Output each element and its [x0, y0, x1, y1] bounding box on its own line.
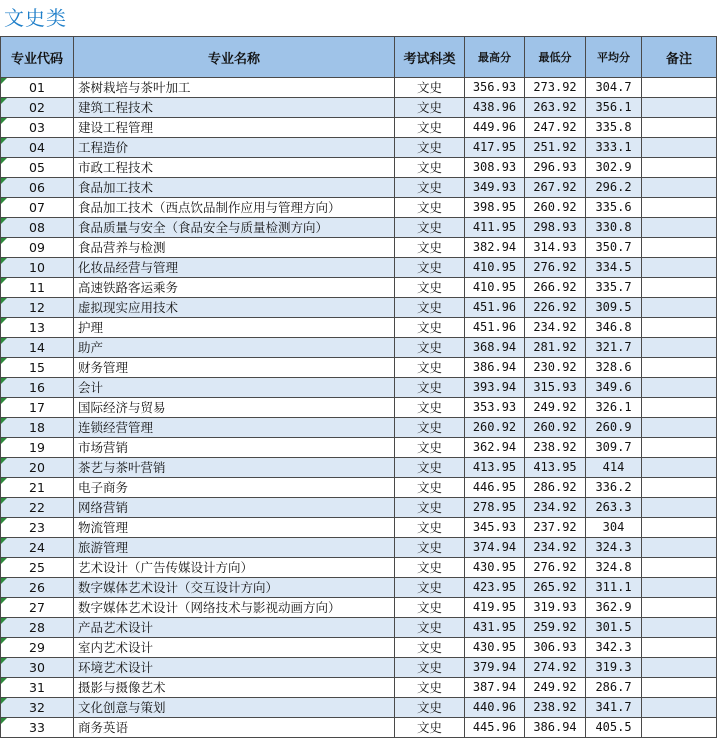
cell-code[interactable]: 23: [1, 518, 74, 538]
table-row: [1, 238, 717, 258]
cell-major-name[interactable]: 会计: [74, 378, 395, 398]
cell-major-name[interactable]: 市场营销: [74, 438, 395, 458]
cell-max-score[interactable]: 413.95: [465, 458, 525, 478]
cell-subject[interactable]: 文史: [395, 458, 465, 478]
cell-min-score[interactable]: 263.92: [525, 98, 586, 118]
cell-code[interactable]: 26: [1, 578, 74, 598]
cell-avg-score[interactable]: 324.3: [586, 538, 642, 558]
cell-subject[interactable]: 文史: [395, 578, 465, 598]
cell-min-score[interactable]: 386.94: [525, 718, 586, 738]
cell-remark[interactable]: [642, 398, 717, 418]
table-row: [1, 178, 717, 198]
cell-avg-score[interactable]: 414: [586, 458, 642, 478]
cell-max-score[interactable]: 260.92: [465, 418, 525, 438]
cell-code[interactable]: 04: [1, 138, 74, 158]
cell-max-score[interactable]: 393.94: [465, 378, 525, 398]
cell-avg-score[interactable]: 260.9: [586, 418, 642, 438]
cell-max-score[interactable]: 423.95: [465, 578, 525, 598]
cell-code[interactable]: 22: [1, 498, 74, 518]
cell-min-score[interactable]: 286.92: [525, 478, 586, 498]
cell-max-score[interactable]: 345.93: [465, 518, 525, 538]
cell-remark[interactable]: [642, 118, 717, 138]
cell-remark[interactable]: [642, 718, 717, 738]
cell-max-score[interactable]: 445.96: [465, 718, 525, 738]
cell-avg-score[interactable]: 301.5: [586, 618, 642, 638]
cell-major-name[interactable]: 摄影与摄像艺术: [74, 678, 395, 698]
cell-max-score[interactable]: 438.96: [465, 98, 525, 118]
cell-subject[interactable]: 文史: [395, 98, 465, 118]
cell-min-score[interactable]: 281.92: [525, 338, 586, 358]
table-body: [1, 78, 717, 738]
table-row: [1, 98, 717, 118]
cell-major-name[interactable]: 建筑工程技术: [74, 98, 395, 118]
cell-avg-score[interactable]: 296.2: [586, 178, 642, 198]
cell-avg-score[interactable]: 324.8: [586, 558, 642, 578]
cell-max-score[interactable]: 308.93: [465, 158, 525, 178]
cell-major-name[interactable]: 助产: [74, 338, 395, 358]
table-row: [1, 558, 717, 578]
cell-major-name[interactable]: 数字媒体艺术设计（网络技术与影视动画方向）: [74, 598, 395, 618]
cell-max-score[interactable]: 440.96: [465, 698, 525, 718]
cell-subject[interactable]: 文史: [395, 558, 465, 578]
cell-avg-score[interactable]: 319.3: [586, 658, 642, 678]
cell-min-score[interactable]: 260.92: [525, 198, 586, 218]
cell-subject[interactable]: 文史: [395, 618, 465, 638]
cell-code[interactable]: 20: [1, 458, 74, 478]
cell-avg-score[interactable]: 309.5: [586, 298, 642, 318]
table-row: [1, 678, 717, 698]
cell-avg-score[interactable]: 304: [586, 518, 642, 538]
table-row: [1, 398, 717, 418]
cell-subject[interactable]: 文史: [395, 478, 465, 498]
cell-subject[interactable]: 文史: [395, 438, 465, 458]
table-row: [1, 418, 717, 438]
header-avg[interactable]: 平均分: [586, 37, 642, 78]
cell-min-score[interactable]: 273.92: [525, 78, 586, 98]
cell-remark[interactable]: [642, 378, 717, 398]
cell-code[interactable]: 07: [1, 198, 74, 218]
cell-avg-score[interactable]: 286.7: [586, 678, 642, 698]
cell-max-score[interactable]: 349.93: [465, 178, 525, 198]
cell-subject[interactable]: 文史: [395, 238, 465, 258]
cell-subject[interactable]: 文史: [395, 538, 465, 558]
cell-min-score[interactable]: 266.92: [525, 278, 586, 298]
cell-avg-score[interactable]: 350.7: [586, 238, 642, 258]
cell-min-score[interactable]: 260.92: [525, 418, 586, 438]
cell-avg-score[interactable]: 342.3: [586, 638, 642, 658]
cell-max-score[interactable]: 398.95: [465, 198, 525, 218]
cell-min-score[interactable]: 238.92: [525, 438, 586, 458]
cell-avg-score[interactable]: 356.1: [586, 98, 642, 118]
cell-min-score[interactable]: 274.92: [525, 658, 586, 678]
cell-code[interactable]: 33: [1, 718, 74, 738]
cell-max-score[interactable]: 430.95: [465, 558, 525, 578]
table-row: [1, 158, 717, 178]
cell-subject[interactable]: 文史: [395, 138, 465, 158]
cell-min-score[interactable]: 230.92: [525, 358, 586, 378]
cell-remark[interactable]: [642, 418, 717, 438]
cell-major-name[interactable]: 电子商务: [74, 478, 395, 498]
cell-remark[interactable]: [642, 218, 717, 238]
cell-code[interactable]: 27: [1, 598, 74, 618]
cell-major-name[interactable]: 高速铁路客运乘务: [74, 278, 395, 298]
table-row: [1, 118, 717, 138]
cell-avg-score[interactable]: 362.9: [586, 598, 642, 618]
cell-subject[interactable]: 文史: [395, 398, 465, 418]
cell-max-score[interactable]: 430.95: [465, 638, 525, 658]
cell-code[interactable]: 09: [1, 238, 74, 258]
cell-major-name[interactable]: 市政工程技术: [74, 158, 395, 178]
table-row: [1, 438, 717, 458]
cell-subject[interactable]: 文史: [395, 178, 465, 198]
cell-remark[interactable]: [642, 258, 717, 278]
cell-major-name[interactable]: 文化创意与策划: [74, 698, 395, 718]
cell-avg-score[interactable]: 349.6: [586, 378, 642, 398]
cell-major-name[interactable]: 虚拟现实应用技术: [74, 298, 395, 318]
cell-subject[interactable]: 文史: [395, 638, 465, 658]
cell-min-score[interactable]: 247.92: [525, 118, 586, 138]
cell-avg-score[interactable]: 336.2: [586, 478, 642, 498]
cell-min-score[interactable]: 276.92: [525, 258, 586, 278]
cell-subject[interactable]: 文史: [395, 198, 465, 218]
cell-max-score[interactable]: 387.94: [465, 678, 525, 698]
cell-code[interactable]: 19: [1, 438, 74, 458]
cell-subject[interactable]: 文史: [395, 258, 465, 278]
cell-subject[interactable]: 文史: [395, 358, 465, 378]
cell-remark[interactable]: [642, 498, 717, 518]
table-row: [1, 278, 717, 298]
cell-code[interactable]: 02: [1, 98, 74, 118]
cell-subject[interactable]: 文史: [395, 718, 465, 738]
cell-min-score[interactable]: 259.92: [525, 618, 586, 638]
table-row: [1, 718, 717, 738]
cell-major-name[interactable]: 茶树栽培与茶叶加工: [74, 78, 395, 98]
cell-code[interactable]: 16: [1, 378, 74, 398]
table-row: [1, 618, 717, 638]
cell-major-name[interactable]: 工程造价: [74, 138, 395, 158]
cell-subject[interactable]: 文史: [395, 498, 465, 518]
cell-subject[interactable]: 文史: [395, 298, 465, 318]
table-row: [1, 578, 717, 598]
table-row: [1, 298, 717, 318]
table-row: [1, 478, 717, 498]
cell-code[interactable]: 14: [1, 338, 74, 358]
cell-subject[interactable]: 文史: [395, 78, 465, 98]
cell-min-score[interactable]: 237.92: [525, 518, 586, 538]
cell-min-score[interactable]: 234.92: [525, 538, 586, 558]
cell-avg-score[interactable]: 302.9: [586, 158, 642, 178]
cell-min-score[interactable]: 314.93: [525, 238, 586, 258]
cell-min-score[interactable]: 296.93: [525, 158, 586, 178]
cell-max-score[interactable]: 449.96: [465, 118, 525, 138]
cell-code[interactable]: 05: [1, 158, 74, 178]
cell-max-score[interactable]: 417.95: [465, 138, 525, 158]
cell-subject[interactable]: 文史: [395, 158, 465, 178]
cell-min-score[interactable]: 267.92: [525, 178, 586, 198]
cell-major-name[interactable]: 财务管理: [74, 358, 395, 378]
cell-max-score[interactable]: 410.95: [465, 258, 525, 278]
cell-code[interactable]: 10: [1, 258, 74, 278]
cell-min-score[interactable]: 249.92: [525, 398, 586, 418]
cell-major-name[interactable]: 室内艺术设计: [74, 638, 395, 658]
cell-code[interactable]: 31: [1, 678, 74, 698]
cell-major-name[interactable]: 数字媒体艺术设计（交互设计方向）: [74, 578, 395, 598]
cell-code[interactable]: 03: [1, 118, 74, 138]
cell-remark[interactable]: [642, 138, 717, 158]
cell-max-score[interactable]: 353.93: [465, 398, 525, 418]
cell-code[interactable]: 15: [1, 358, 74, 378]
cell-max-score[interactable]: 446.95: [465, 478, 525, 498]
cell-avg-score[interactable]: 311.1: [586, 578, 642, 598]
cell-major-name[interactable]: 建设工程管理: [74, 118, 395, 138]
cell-min-score[interactable]: 234.92: [525, 498, 586, 518]
cell-major-name[interactable]: 护理: [74, 318, 395, 338]
cell-remark[interactable]: [642, 678, 717, 698]
cell-min-score[interactable]: 238.92: [525, 698, 586, 718]
cell-avg-score[interactable]: 263.3: [586, 498, 642, 518]
cell-code[interactable]: 12: [1, 298, 74, 318]
cell-avg-score[interactable]: 328.6: [586, 358, 642, 378]
cell-remark[interactable]: [642, 318, 717, 338]
cell-remark[interactable]: [642, 98, 717, 118]
cell-avg-score[interactable]: 334.5: [586, 258, 642, 278]
cell-remark[interactable]: [642, 298, 717, 318]
table-row: [1, 498, 717, 518]
cell-major-name[interactable]: 茶艺与茶叶营销: [74, 458, 395, 478]
cell-subject[interactable]: 文史: [395, 698, 465, 718]
header-subject[interactable]: 考试科类: [395, 37, 465, 78]
sheet-title: 文史类: [4, 6, 67, 30]
cell-subject[interactable]: 文史: [395, 378, 465, 398]
cell-remark[interactable]: [642, 158, 717, 178]
header-row: [1, 37, 717, 78]
cell-major-name[interactable]: 连锁经营管理: [74, 418, 395, 438]
cell-major-name[interactable]: 网络营销: [74, 498, 395, 518]
cell-major-name[interactable]: 食品营养与检测: [74, 238, 395, 258]
cell-code[interactable]: 11: [1, 278, 74, 298]
cell-avg-score[interactable]: 341.7: [586, 698, 642, 718]
cell-code[interactable]: 29: [1, 638, 74, 658]
cell-max-score[interactable]: 419.95: [465, 598, 525, 618]
cell-max-score[interactable]: 356.93: [465, 78, 525, 98]
table-row: [1, 458, 717, 478]
cell-remark[interactable]: [642, 238, 717, 258]
cell-avg-score[interactable]: 333.1: [586, 138, 642, 158]
cell-subject[interactable]: 文史: [395, 278, 465, 298]
cell-remark[interactable]: [642, 278, 717, 298]
cell-remark[interactable]: [642, 598, 717, 618]
table-row: [1, 518, 717, 538]
cell-avg-score[interactable]: 321.7: [586, 338, 642, 358]
cell-code[interactable]: 24: [1, 538, 74, 558]
cell-remark[interactable]: [642, 458, 717, 478]
table-row: [1, 598, 717, 618]
table-row: [1, 538, 717, 558]
table-row: [1, 78, 717, 98]
cell-subject[interactable]: 文史: [395, 218, 465, 238]
cell-subject[interactable]: 文史: [395, 518, 465, 538]
cell-max-score[interactable]: 362.94: [465, 438, 525, 458]
cell-major-name[interactable]: 食品加工技术: [74, 178, 395, 198]
cell-major-name[interactable]: 食品质量与安全（食品安全与质量检测方向）: [74, 218, 395, 238]
cell-remark[interactable]: [642, 198, 717, 218]
cell-major-name[interactable]: 商务英语: [74, 718, 395, 738]
cell-major-name[interactable]: 食品加工技术（西点饮品制作应用与管理方向）: [74, 198, 395, 218]
cell-remark[interactable]: [642, 538, 717, 558]
cell-major-name[interactable]: 物流管理: [74, 518, 395, 538]
cell-avg-score[interactable]: 326.1: [586, 398, 642, 418]
cell-max-score[interactable]: 374.94: [465, 538, 525, 558]
cell-avg-score[interactable]: 405.5: [586, 718, 642, 738]
cell-code[interactable]: 28: [1, 618, 74, 638]
table-row: [1, 258, 717, 278]
cell-remark[interactable]: [642, 558, 717, 578]
cell-max-score[interactable]: 410.95: [465, 278, 525, 298]
cell-remark[interactable]: [642, 518, 717, 538]
cell-subject[interactable]: 文史: [395, 318, 465, 338]
cell-min-score[interactable]: 249.92: [525, 678, 586, 698]
cell-code[interactable]: 06: [1, 178, 74, 198]
cell-major-name[interactable]: 艺术设计（广告传媒设计方向）: [74, 558, 395, 578]
cell-min-score[interactable]: 315.93: [525, 378, 586, 398]
cell-avg-score[interactable]: 330.8: [586, 218, 642, 238]
cell-avg-score[interactable]: 304.7: [586, 78, 642, 98]
cell-avg-score[interactable]: 309.7: [586, 438, 642, 458]
cell-major-name[interactable]: 国际经济与贸易: [74, 398, 395, 418]
cell-major-name[interactable]: 环境艺术设计: [74, 658, 395, 678]
cell-max-score[interactable]: 382.94: [465, 238, 525, 258]
table-row: [1, 218, 717, 238]
table-row: [1, 698, 717, 718]
cell-remark[interactable]: [642, 638, 717, 658]
cell-code[interactable]: 21: [1, 478, 74, 498]
cell-min-score[interactable]: 319.93: [525, 598, 586, 618]
cell-subject[interactable]: 文史: [395, 598, 465, 618]
table-row: [1, 198, 717, 218]
cell-max-score[interactable]: 379.94: [465, 658, 525, 678]
cell-remark[interactable]: [642, 618, 717, 638]
cell-remark[interactable]: [642, 178, 717, 198]
cell-remark[interactable]: [642, 358, 717, 378]
cell-min-score[interactable]: 234.92: [525, 318, 586, 338]
cell-max-score[interactable]: 386.94: [465, 358, 525, 378]
cell-remark[interactable]: [642, 338, 717, 358]
cell-major-name[interactable]: 化妆品经营与管理: [74, 258, 395, 278]
cell-max-score[interactable]: 411.95: [465, 218, 525, 238]
cell-min-score[interactable]: 276.92: [525, 558, 586, 578]
cell-code[interactable]: 18: [1, 418, 74, 438]
cell-max-score[interactable]: 278.95: [465, 498, 525, 518]
cell-major-name[interactable]: 产品艺术设计: [74, 618, 395, 638]
cell-code[interactable]: 17: [1, 398, 74, 418]
cell-remark[interactable]: [642, 478, 717, 498]
cell-remark[interactable]: [642, 578, 717, 598]
cell-code[interactable]: 08: [1, 218, 74, 238]
cell-subject[interactable]: 文史: [395, 338, 465, 358]
table-row: [1, 138, 717, 158]
table-row: [1, 358, 717, 378]
cell-avg-score[interactable]: 346.8: [586, 318, 642, 338]
cell-subject[interactable]: 文史: [395, 418, 465, 438]
cell-subject[interactable]: 文史: [395, 678, 465, 698]
cell-subject[interactable]: 文史: [395, 118, 465, 138]
cell-subject[interactable]: 文史: [395, 658, 465, 678]
cell-code[interactable]: 30: [1, 658, 74, 678]
cell-min-score[interactable]: 226.92: [525, 298, 586, 318]
cell-code[interactable]: 25: [1, 558, 74, 578]
header-code[interactable]: 专业代码: [1, 37, 74, 78]
cell-avg-score[interactable]: 335.6: [586, 198, 642, 218]
table-row: [1, 658, 717, 678]
cell-remark[interactable]: [642, 658, 717, 678]
cell-min-score[interactable]: 265.92: [525, 578, 586, 598]
table-row: [1, 338, 717, 358]
cell-code[interactable]: 13: [1, 318, 74, 338]
score-table: [0, 36, 717, 738]
cell-max-score[interactable]: 431.95: [465, 618, 525, 638]
table-row: [1, 378, 717, 398]
header-name[interactable]: 专业名称: [74, 37, 395, 78]
table-row: [1, 318, 717, 338]
cell-avg-score[interactable]: 335.7: [586, 278, 642, 298]
cell-min-score[interactable]: 251.92: [525, 138, 586, 158]
cell-remark[interactable]: [642, 78, 717, 98]
cell-code[interactable]: 32: [1, 698, 74, 718]
cell-major-name[interactable]: 旅游管理: [74, 538, 395, 558]
table-row: [1, 638, 717, 658]
cell-min-score[interactable]: 298.93: [525, 218, 586, 238]
header-min[interactable]: 最低分: [525, 37, 586, 78]
cell-avg-score[interactable]: 335.8: [586, 118, 642, 138]
cell-max-score[interactable]: 451.96: [465, 318, 525, 338]
cell-min-score[interactable]: 306.93: [525, 638, 586, 658]
cell-code[interactable]: 01: [1, 78, 74, 98]
cell-remark[interactable]: [642, 698, 717, 718]
cell-max-score[interactable]: 451.96: [465, 298, 525, 318]
header-remark[interactable]: 备注: [642, 37, 717, 78]
cell-remark[interactable]: [642, 438, 717, 458]
cell-max-score[interactable]: 368.94: [465, 338, 525, 358]
header-max[interactable]: 最高分: [465, 37, 525, 78]
cell-min-score[interactable]: 413.95: [525, 458, 586, 478]
